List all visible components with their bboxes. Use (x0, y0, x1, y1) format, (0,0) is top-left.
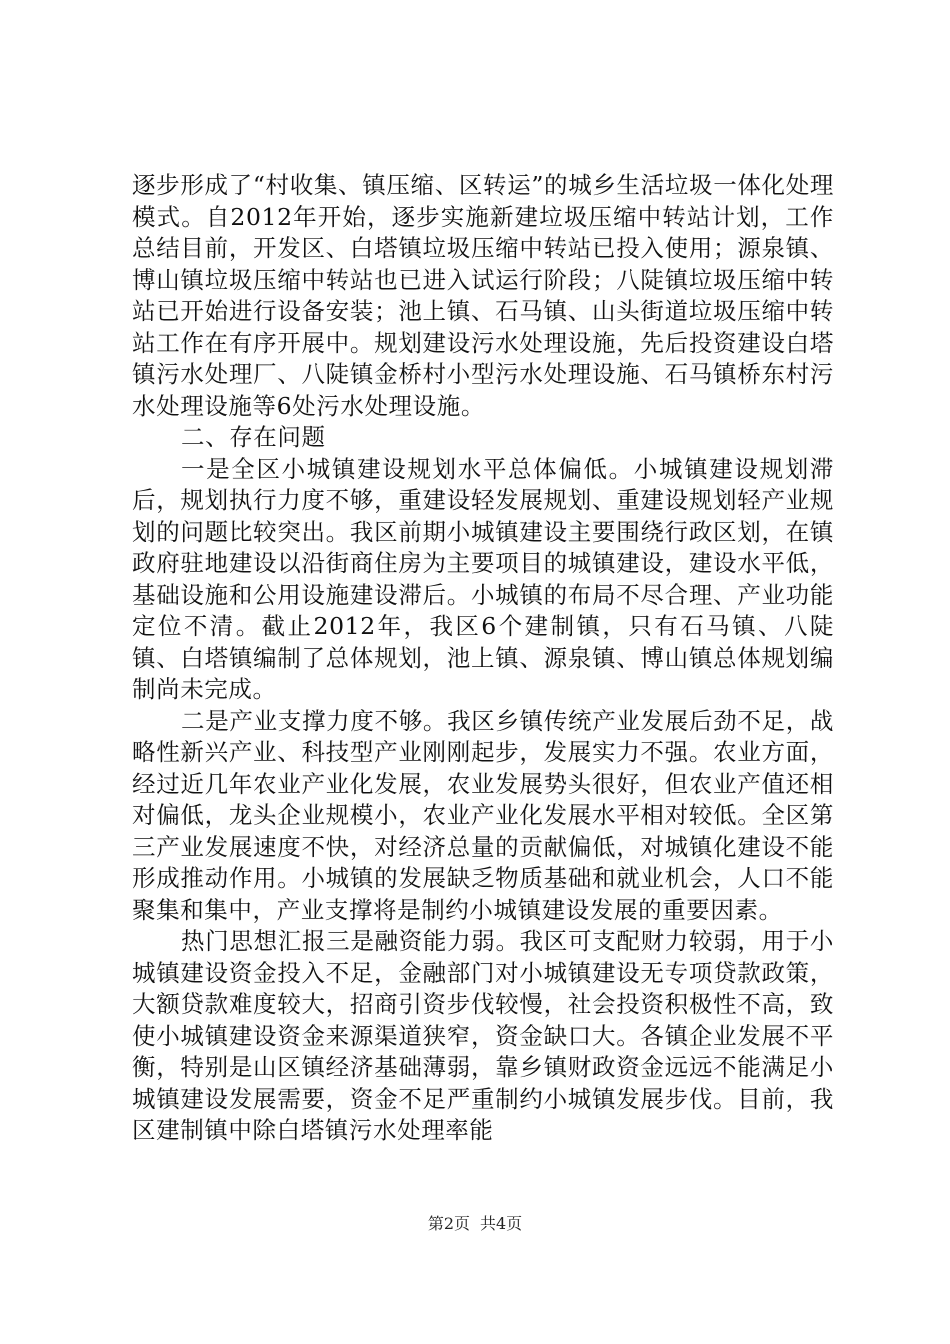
page-total: 共4页 (480, 1214, 523, 1233)
page-number: 第2页 (427, 1214, 470, 1233)
paragraph-industry: 二是产业支撑力度不够。我区乡镇传统产业发展后劲不足，战略性新兴产业、科技型产业刚刚起步，发展实力不强。农业方面，经过近几年农业产业化发展，农业发展势头很好，但农业产值还相对偏低，龙头企业规模小，农业产业化发展水平相对较低。全区第三产业发展速度不快，对经济总量的贡献偏低，对城镇化建设不能形成推动作用。小城镇的发展缺乏物质基础和就业机会，人口不能聚集和集中，产业支撑将是制约小城镇建设发展的重要因素。 (132, 706, 834, 924)
page-footer (0, 1214, 950, 1234)
paragraph-financing: 热门思想汇报三是融资能力弱。我区可支配财力较弱，用于小城镇建设资金投入不足，金融部门对小城镇建设无专项贷款政策，大额贷款难度较大，招商引资步伐较慢，社会投资积极性不高，致使小城镇建设资金来源渠道狭窄，资金缺口大。各镇企业发展不平衡，特别是山区镇经济基础薄弱，靠乡镇财政资金远远不能满足小城镇建设发展需要，资金不足严重制约小城镇发展步伐。目前，我区建制镇中除白塔镇污水处理率能 (132, 927, 834, 1144)
section-heading: 二、存在问题 (181, 423, 326, 451)
document-body (132, 170, 834, 1147)
paragraph-planning: 一是全区小城镇建设规划水平总体偏低。小城镇建设规划滞后，规划执行力度不够，重建设轻发展规划、重建设规划轻产业规划的问题比较突出。我区前期小城镇建设主要围绕行政区划，在镇政府驻地建设以沿街商住房为主要项目的城镇建设，建设水平低，基础设施和公用设施建设滞后。小城镇的布局不尽合理、产业功能定位不清。截止2012年，我区6个建制镇，只有石马镇、八陡镇、白塔镇编制了总体规划，池上镇、源泉镇、博山镇总体规划编制尚未完成。 (132, 454, 834, 703)
paragraph-continuation: 逐步形成了“村收集、镇压缩、区转运”的城乡生活垃圾一体化处理模式。自2012年开始，逐步实施新建垃圾压缩中转站计划，工作总结目前，开发区、白塔镇垃圾压缩中转站已投入使用；源泉镇、博山镇垃圾压缩中转站也已进入试运行阶段；八陡镇垃圾压缩中转站已开始进行设备安装；池上镇、石马镇、山头街道垃圾压缩中转站工作在有序开展中。规划建设污水处理设施，先后投资建设白塔镇污水处理厂、八陡镇金桥村小型污水处理设施、石马镇桥东村污水处理设施等6处污水处理设施。 (132, 171, 834, 420)
